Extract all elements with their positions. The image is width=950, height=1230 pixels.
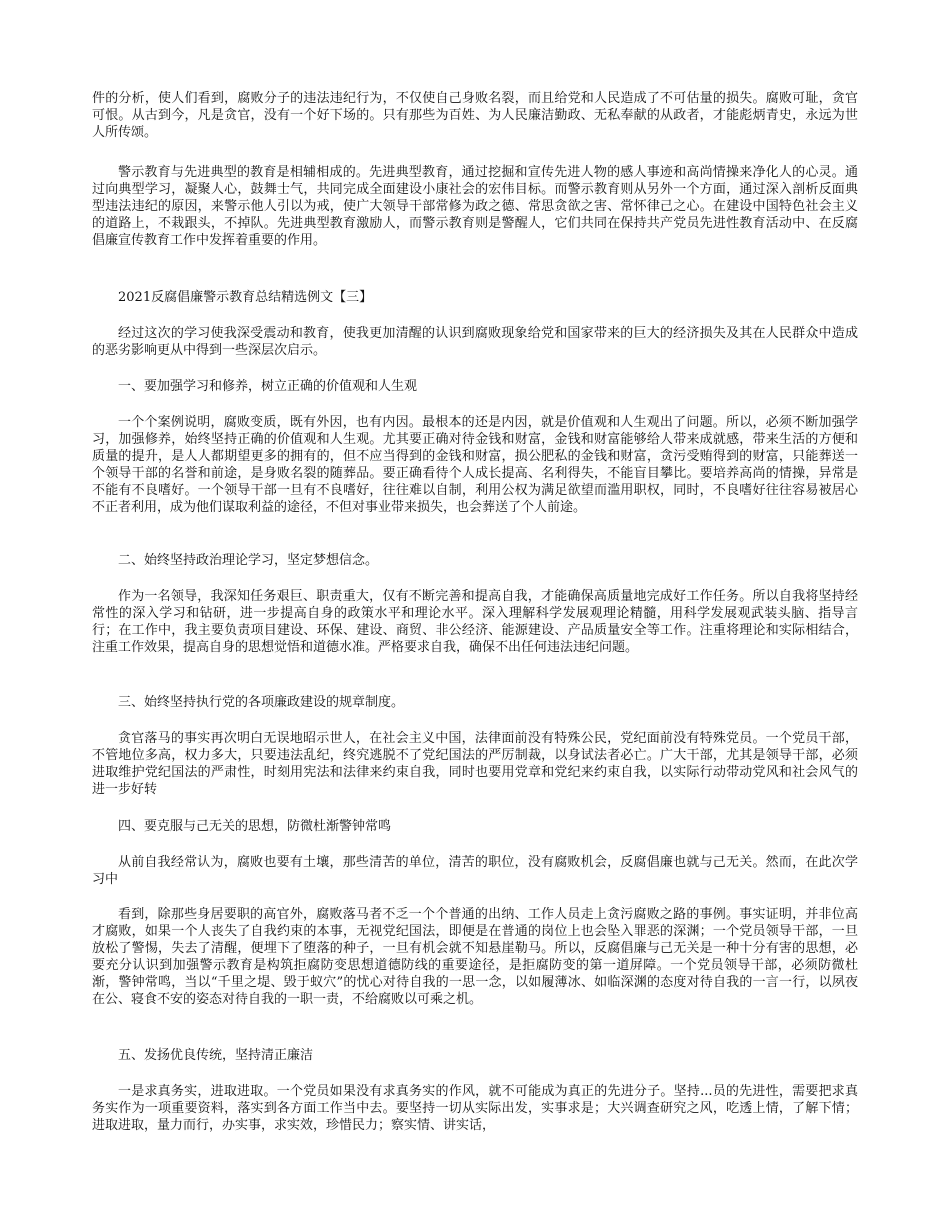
paragraph: 从前自我经常认为，腐败也要有土壤，那些清苦的单位，清苦的职位，没有腐败机会，反腐倡廉也就与己无关。然而，在此次学习中 <box>92 855 858 887</box>
paragraph: 警示教育与先进典型的教育是相辅相成的。先进典型教育，通过挖掘和宣传先进人物的感人事迹和高尚情操来净化人的心灵。通过向典型学习，凝聚人心，鼓舞士气，共同完成全面建设小康社会的宏伟目标。而警示教育则从另外一个方面，通过深入剖析反面典型违法违纪的原因，来警示他人引以为戒，使广大领导干部常修为政之德、常思贪欲之害、常怀律己之心。在建设中国特色社会主义的道路上，不栽跟头，不掉队。先进典型教育激励人，而警示教育则是警醒人，它们共同在保持共产党员先进性教育活动中、在反腐倡廉宣传教育工作中发挥着重要的作用。 <box>92 165 858 248</box>
paragraph: 经过这次的学习使我深受震动和教育，使我更加清醒的认识到腐败现象给党和国家带来的巨大的经济损失及其在人民群众中造成的恶劣影响更从中得到一些深层次启示。 <box>92 326 858 358</box>
subheading: 三、始终坚持执行党的各项廉政建设的规章制度。 <box>118 695 405 710</box>
subheading: 一、要加强学习和修养，树立正确的价值观和人生观 <box>118 379 418 394</box>
subheading: 二、始终坚持政治理论学习，坚定梦想信念。 <box>118 553 379 568</box>
paragraph: 一是求真务实，进取进取。一个党员如果没有求真务实的作风，就不可能成为真正的先进分子。坚持...员的先进性，需要把求真务实作为一项重要资料，落实到各方面工作当中去。要坚持一切从实际出发，实事求是；大兴调查研究之风，吃透上情，了解下情；进取进取，量力而行，办实事，求实效，珍惜民力；察实情、讲实话， <box>92 1084 858 1133</box>
subheading: 五、发扬优良传统，坚持清正廉洁 <box>118 1048 314 1063</box>
subheading: 四、要克服与己无关的思想，防微杜渐警钟常鸣 <box>118 819 392 834</box>
paragraph: 作为一名领导，我深知任务艰巨、职责重大，仅有不断完善和提高自我，才能确保高质量地完成好工作任务。所以自我将坚持经常性的深入学习和钻研，进一步提高自身的政策水平和理论水平。深入理解科学发展观理论精髓，用科学发展观武装头脑、指导言行；在工作中，我主要负责项目建设、环保、建设、商贸、非公经济、能源建设、产品质量安全等工作。注重将理论和实际相结合，注重工作效果，提高自身的思想觉悟和道德水准。严格要求自我，确保不出任何违法违纪问题。 <box>92 589 858 655</box>
section-heading: 2021反腐倡廉警示教育总结精选例文【三】 <box>118 290 373 305</box>
paragraph: 贪官落马的事实再次明白无误地昭示世人，在社会主义中国，法律面前没有特殊公民，党纪面前没有特殊党员。一个党员干部，不管地位多高，权力多大，只要违法乱纪，终究逃脱不了党纪国法的严厉制裁，以身试法者必亡。广大干部，尤其是领导干部，必须进取维护党纪国法的严肃性，时刻用宪法和法律来约束自我，同时也要用党章和党纪来约束自我，以实际行动带动党风和社会风气的进一步好转 <box>92 731 858 797</box>
paragraph: 一个个案例说明，腐败变质，既有外因，也有内因。最根本的还是内因，就是价值观和人生观出了问题。所以，必须不断加强学习，加强修养，始终坚持正确的价值观和人生观。尤其要正确对待金钱和财富，金钱和财富能够给人带来成就感，带来生活的方便和质量的提升，是人人都期望更多的拥有的，但不应当得到的金钱和财富，损公肥私的金钱和财富，贪污受贿得到的财富，只能葬送一个领导干部的名誉和前途，是身败名裂的随葬品。要正确看待个人成长提高、名利得失，不能盲目攀比。要培养高尚的情操，异常是不能有不良嗜好。一个领导干部一旦有不良嗜好，往往难以自制，利用公权为满足欲望而滥用职权，同时，不良嗜好往往容易被居心不正者利用，成为他们谋取利益的途径，不但对事业带来损失，也会葬送了个人前途。 <box>92 415 858 515</box>
paragraph: 件的分析，使人们看到，腐败分子的违法违纪行为，不仅使自己身败名裂，而且给党和人民造成了不可估量的损失。腐败可耻，贪官可恨。从古到今，凡是贪官，没有一个好下场的。只有那些为百姓、为人民廉洁勤政、无私奉献的从政者，才能彪炳青史，永远为世人所传颂。 <box>92 91 858 140</box>
paragraph: 看到，除那些身居要职的高官外，腐败落马者不乏一个个普通的出纳、工作人员走上贪污腐败之路的事例。事实证明，并非位高才腐败，如果一个人丧失了自我约束的本事，无视党纪国法，即便是在普通的岗位上也会坠入罪恶的深渊；一个党员领导干部，一旦放松了警惕，失去了清醒，便埋下了堕落的种子，一旦有机会就不知悬崖勒马。所以，反腐倡廉与己无关是一种十分有害的思想，必要充分认识到加强警示教育是构筑拒腐防变思想道德防线的重要途径，是拒腐防变的第一道屏障。一个党员领导干部，必须防微杜渐，警钟常鸣，当以“千里之堤、毁于蚁穴”的忧心对待自我的一思一念，以如履薄冰、如临深渊的态度对待自我的一言一行，以夙夜在公、寝食不安的姿态对待自我的一职一责，不给腐败以可乘之机。 <box>92 907 858 1007</box>
